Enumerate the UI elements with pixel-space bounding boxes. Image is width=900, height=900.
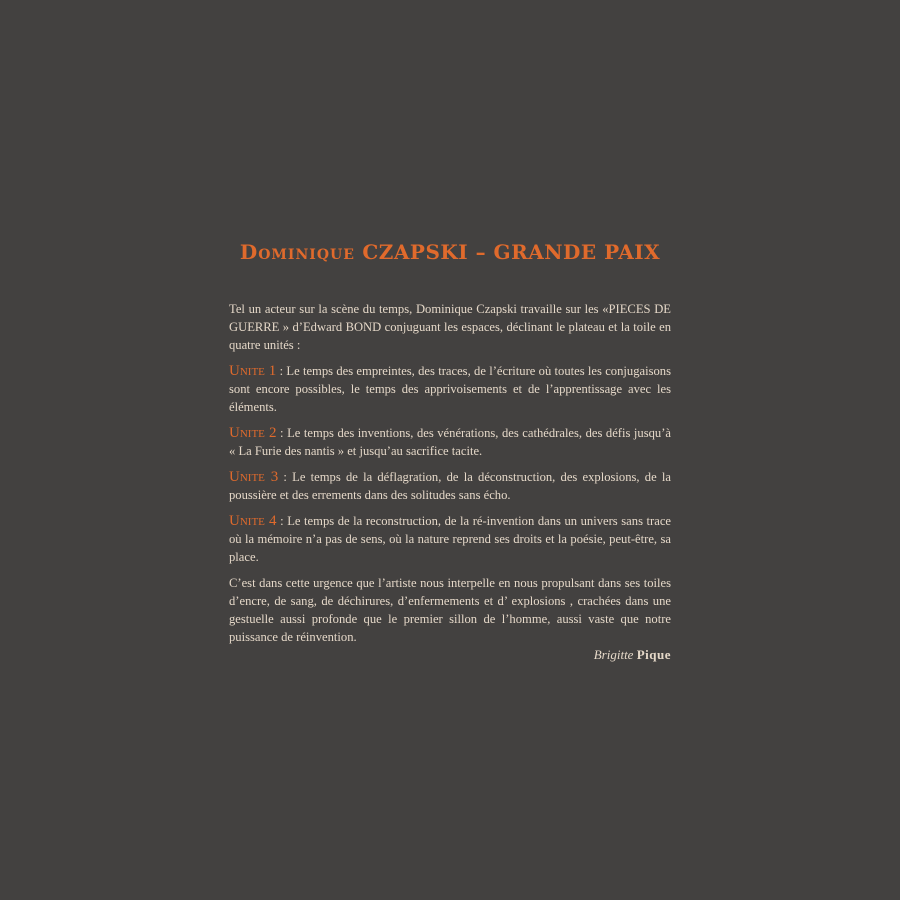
page-title — [0, 238, 900, 266]
signature — [229, 646, 671, 664]
intro-paragraph: Tel un acteur sur la scène du temps, Dominique Czapski travaille sur les «PIECES DE GUERRE » d’Edward BOND conjuguant les espaces, déclinant le plateau et la toile en quatre unités : — [229, 302, 671, 352]
title-rest: CZAPSKI – GRANDE PAIX — [362, 240, 661, 264]
unit-paragraph-4 — [229, 512, 671, 566]
unit-label-4: Unite 4 — [229, 513, 277, 529]
unit-label-3: Unite 3 — [229, 469, 279, 485]
closing-paragraph: C’est dans cette urgence que l’artiste nous interpelle en nous propulsant dans ses toiles d’encre, de sang, de déchirures, d’enfermements et d’ explosions , crachées dans une gestuelle aussi profonde que le premier sillon de l’homme, aussi vaste que notre puissance de réinvention. — [229, 576, 671, 644]
unit-paragraph-2 — [229, 424, 671, 460]
signature-first-name: Brigitte — [593, 647, 634, 662]
unit-text-3: : Le temps de la déflagration, de la déconstruction, des explosions, de la poussière et des errements dans des solitudes sans écho. — [229, 470, 671, 502]
unit-paragraph-3 — [229, 468, 671, 504]
unit-text-4: : Le temps de la reconstruction, de la ré-invention dans un univers sans trace où la mémoire n’a pas de sens, où la nature reprend ses droits et la poésie, peut-être, sa place. — [229, 514, 671, 564]
unit-label-2: Unite 2 — [229, 425, 277, 441]
signature-last-name: Pique — [636, 647, 671, 662]
unit-text-1: : Le temps des empreintes, des traces, de l’écriture où toutes les conjugaisons sont encore possibles, le temps des apprivoisements et de l’apprentissage avec les éléments. — [229, 364, 671, 414]
body-text — [229, 300, 671, 664]
unit-label-1: Unite 1 — [229, 363, 277, 379]
unit-text-2: : Le temps des inventions, des vénérations, des cathédrales, des défis jusqu’à « La Furie des nantis » et jusqu’au sacrifice tacite. — [229, 426, 671, 458]
unit-paragraph-1 — [229, 362, 671, 416]
title-first-name: Dominique — [239, 240, 355, 264]
